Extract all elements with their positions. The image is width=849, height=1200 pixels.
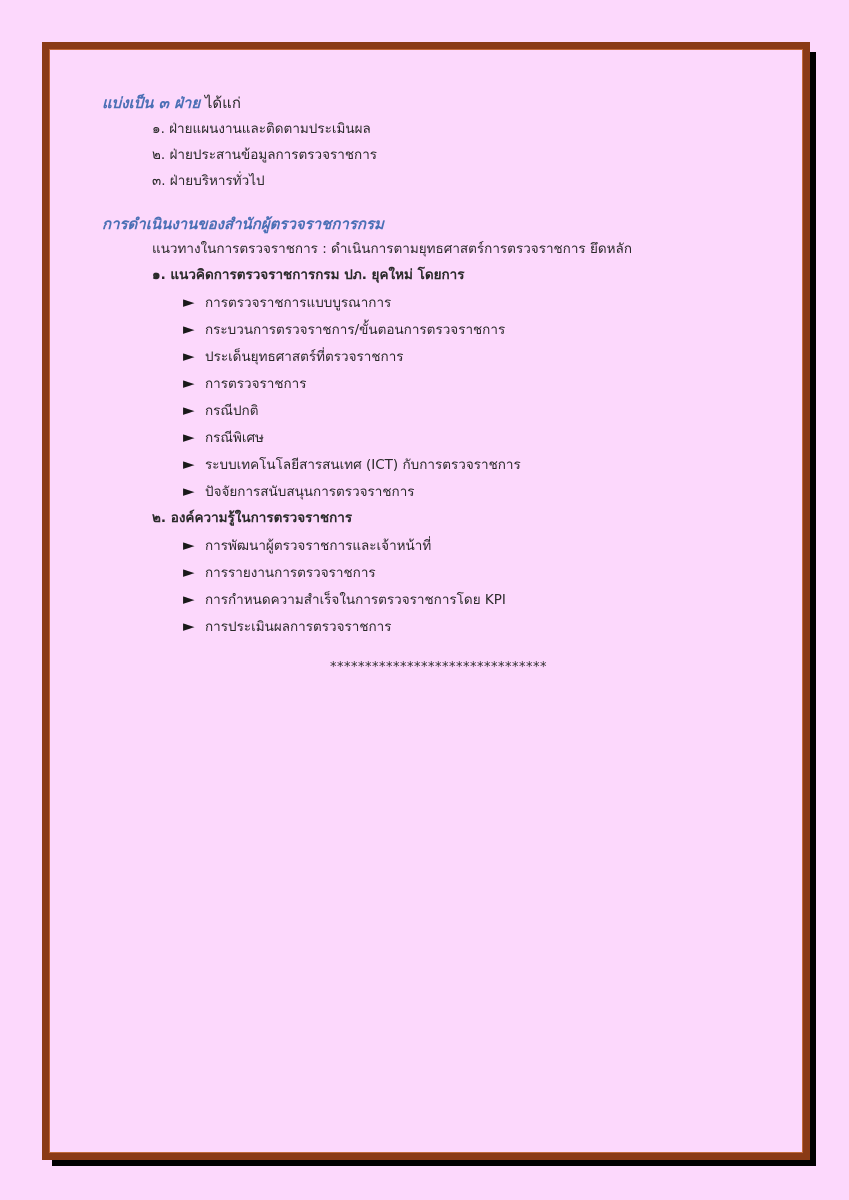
- section1-item: ๒. ฝ่ายประสานข้อมูลการตรวจราชการ: [152, 147, 378, 163]
- list-item: [183, 401, 258, 420]
- triangle-bullet-icon: ►: [183, 293, 195, 311]
- section1-heading-bold: แบ่งเป็น ๓ ฝ่าย: [102, 94, 201, 112]
- triangle-bullet-icon: ►: [183, 536, 195, 554]
- list-item: [183, 320, 505, 339]
- section2-intro: แนวทางในการตรวจราชการ : ดำเนินการตามยุทธศาสตร์การตรวจราชการ ยึดหลัก: [152, 241, 633, 257]
- list-item: [183, 482, 415, 501]
- list-item: [183, 347, 404, 366]
- triangle-bullet-icon: ►: [183, 455, 195, 473]
- list-item-text: การรายงานการตรวจราชการ: [205, 565, 376, 581]
- list-item-text: การตรวจราชการแบบบูรณาการ: [205, 295, 392, 311]
- triangle-bullet-icon: ►: [183, 617, 195, 635]
- section1-item: ๑. ฝ่ายแผนงานและติดตามประเมินผล: [152, 121, 371, 137]
- list-item-text: กระบวนการตรวจราชการ/ขั้นตอนการตรวจราชการ: [205, 322, 506, 338]
- separator-line: *******************************: [330, 660, 547, 675]
- list-item-text: การพัฒนาผู้ตรวจราชการและเจ้าหน้าที่: [205, 538, 432, 554]
- list-item-text: การตรวจราชการ: [205, 376, 307, 392]
- triangle-bullet-icon: ►: [183, 347, 195, 365]
- list-item-text: การประเมินผลการตรวจราชการ: [205, 619, 392, 635]
- triangle-bullet-icon: ►: [183, 563, 195, 581]
- section1-item: ๓. ฝ่ายบริหารทั่วไป: [152, 173, 265, 189]
- list-item-text: ประเด็นยุทธศาสตร์ที่ตรวจราชการ: [205, 349, 404, 365]
- section1-heading: [102, 91, 241, 115]
- list-item: [183, 428, 264, 447]
- triangle-bullet-icon: ►: [183, 374, 195, 392]
- list-item-text: ปัจจัยการสนับสนุนการตรวจราชการ: [205, 484, 415, 500]
- list-item: [183, 374, 307, 393]
- section2-heading: การดำเนินงานของสำนักผู้ตรวจราชการกรม: [102, 215, 384, 233]
- group1-title: ๑. แนวคิดการตรวจราชการกรม ปภ. ยุคใหม่ โดยการ: [152, 267, 465, 283]
- triangle-bullet-icon: ►: [183, 428, 195, 446]
- list-item-text: การกำหนดความสำเร็จในการตรวจราชการโดย KPI: [205, 592, 506, 608]
- list-item-text: กรณีพิเศษ: [205, 430, 264, 446]
- list-item: [183, 617, 392, 636]
- list-item-text: ระบบเทคโนโลยีสารสนเทศ (ICT) กับการตรวจราชการ: [205, 457, 521, 473]
- triangle-bullet-icon: ►: [183, 320, 195, 338]
- list-item: [183, 293, 391, 312]
- triangle-bullet-icon: ►: [183, 590, 195, 608]
- triangle-bullet-icon: ►: [183, 401, 195, 419]
- list-item: [183, 590, 506, 609]
- list-item-text: กรณีปกติ: [205, 403, 259, 419]
- list-item: [183, 536, 431, 555]
- triangle-bullet-icon: ►: [183, 482, 195, 500]
- group2-title: ๒. องค์ความรู้ในการตรวจราชการ: [152, 510, 353, 526]
- list-item: [183, 563, 376, 582]
- section1-heading-rest: ได้แก่: [200, 94, 241, 112]
- list-item: [183, 455, 521, 474]
